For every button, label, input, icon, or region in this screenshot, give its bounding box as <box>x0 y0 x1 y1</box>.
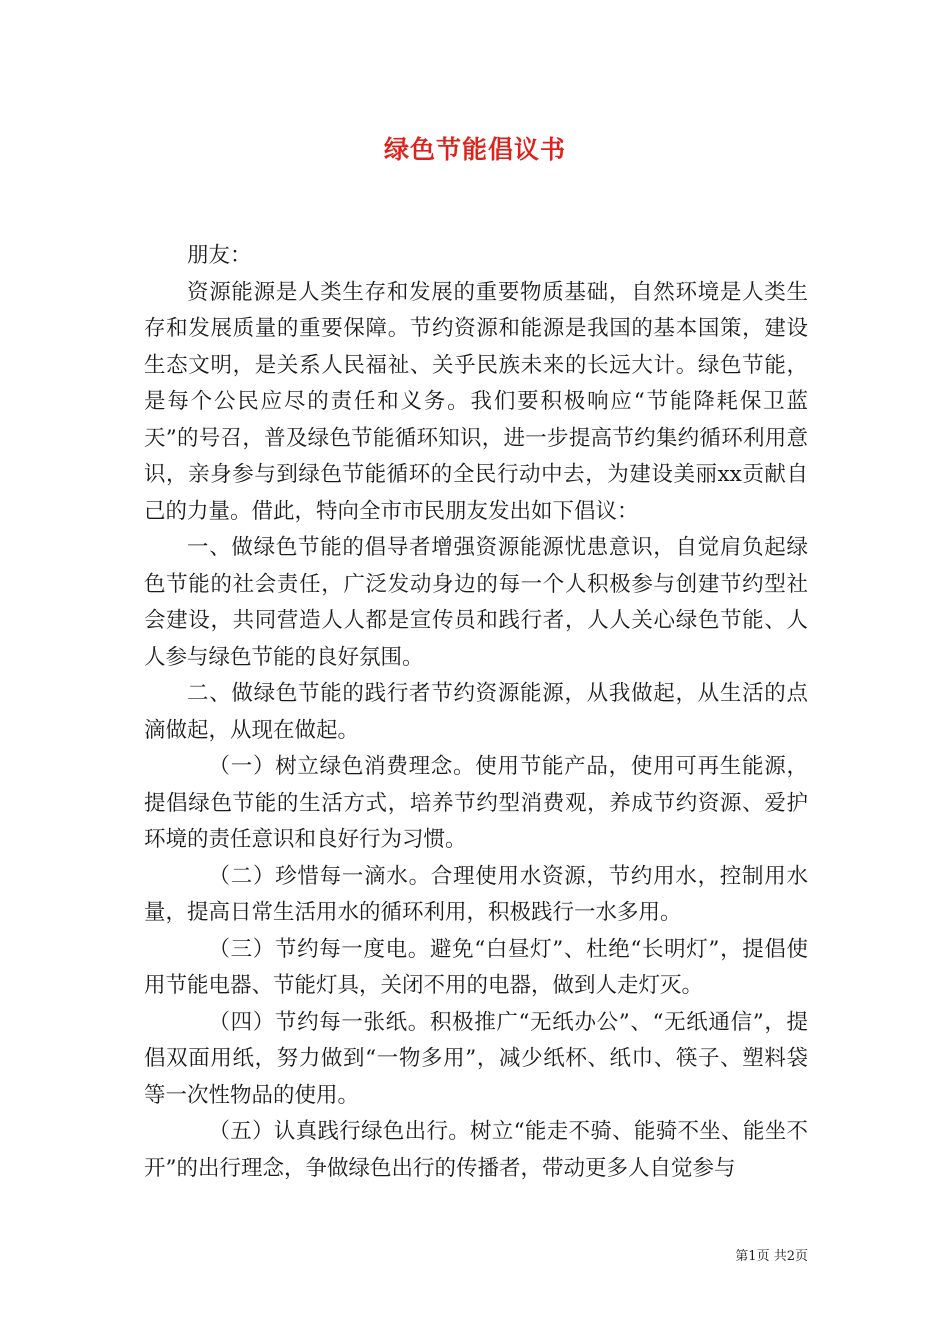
page-middle: 页 共 <box>756 1249 787 1264</box>
paragraph-intro: 资源能源是人类生存和发展的重要物质基础，自然环境是人类生存和发展质量的重要保障。节约资源和能源是我国的基本国策，建设生态文明，是关系人民福祉、关乎民族未来的长远大计。绿色节能，是每个公民应尽的责任和义务。我们要积极响应“节能降耗保卫蓝天”的号召，普及绿色节能循环知识，进一步提高节约集约循环利用意识，亲身参与到绿色节能循环的全民行动中去，为建设美丽xx贡献自己的力量。借此，特向全市市民朋友发出如下倡议： <box>144 279 808 524</box>
document-body <box>144 238 808 1187</box>
document-title: 绿色节能倡议书 <box>383 135 566 164</box>
page-number-footer <box>735 1245 808 1264</box>
total-pages: 2 <box>786 1249 795 1264</box>
sub-item-1: （一）树立绿色消费理念。使用节能产品，使用可再生能源，提倡绿色节能的生活方式，培养节约型消费观，养成节约资源、爱护环境的责任意识和良好行为习惯。 <box>144 754 808 852</box>
current-page: 1 <box>748 1249 757 1264</box>
sub-item-5: （五）认真践行绿色出行。树立“能走不骑、能骑不坐、能坐不开”的出行理念，争做绿色出行的传播者，带动更多人自觉参与 <box>144 1119 808 1181</box>
page-suffix: 页 <box>794 1249 808 1264</box>
salutation: 朋友： <box>187 243 252 268</box>
sub-item-4: （四）节约每一张纸。积极推广“无纸办公”、“无纸通信”，提倡双面用纸，努力做到“一物多用”，减少纸杯、纸巾、筷子、塑料袋等一次性物品的使用。 <box>144 1009 808 1108</box>
paragraph-proposal-2: 二、做绿色节能的践行者节约资源能源，从我做起，从生活的点滴做起，从现在做起。 <box>144 681 808 743</box>
page-prefix: 第 <box>735 1249 749 1264</box>
paragraph-proposal-1: 一、做绿色节能的倡导者增强资源能源忧患意识，自觉肩负起绿色节能的社会责任，广泛发动身边的每一个人积极参与创建节约型社会建设，共同营造人人都是宣传员和践行者，人人关心绿色节能、人人参与绿色节能的良好氛围。 <box>144 535 808 670</box>
sub-item-2: （二）珍惜每一滴水。合理使用水资源，节约用水，控制用水量，提高日常生活用水的循环利用，积极践行一水多用。 <box>144 863 808 925</box>
sub-item-3: （三）节约每一度电。避免“白昼灯”、杜绝“长明灯”，提倡使用节能电器、节能灯具，关闭不用的电器，做到人走灯灭。 <box>144 936 808 998</box>
